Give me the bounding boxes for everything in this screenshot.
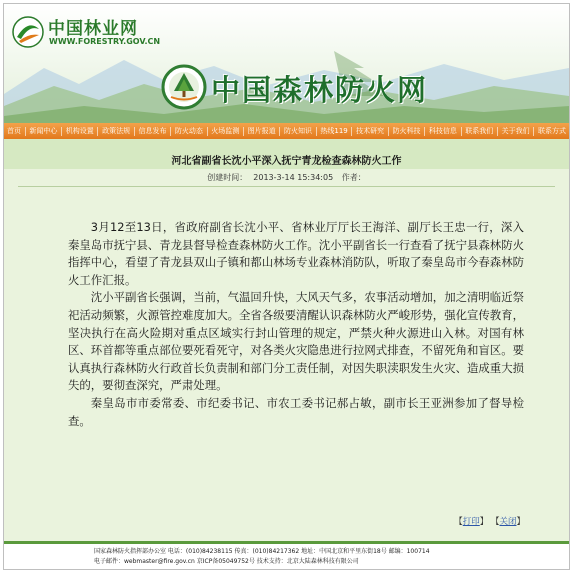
nav-separator: [243, 127, 244, 136]
nav-item[interactable]: 科技信息: [428, 127, 457, 135]
nav-item[interactable]: 政策法规: [102, 127, 131, 135]
article-title: 河北省副省长沈小平深入抚宁青龙检查森林防火工作: [171, 156, 402, 167]
site-name[interactable]: 中国林业网: [48, 19, 138, 39]
nav-separator: [170, 127, 171, 136]
article-meta: [4, 172, 569, 183]
nav-item[interactable]: 联系方式: [538, 127, 566, 135]
nav-separator: [388, 127, 389, 136]
nav-separator: [97, 127, 98, 136]
nav-item[interactable]: 联系我们: [465, 127, 494, 135]
nav-separator: [61, 127, 62, 136]
site-footer: [4, 541, 569, 570]
article-actions: 【打印】 【关闭】: [454, 517, 525, 527]
nav-separator: [424, 127, 425, 136]
nav-item[interactable]: 首页: [7, 127, 21, 135]
nav-item[interactable]: 火场监测: [211, 127, 240, 135]
article-paragraph: 秦皇岛市市委常委、市纪委书记、市农工委书记郝占敏，副市长王亚洲参加了督导检查。: [68, 395, 524, 428]
nav-separator: [497, 127, 498, 136]
nav-separator: [461, 127, 462, 136]
article-body: [68, 219, 524, 430]
nav-item[interactable]: 技术研究: [356, 127, 385, 135]
nav-item[interactable]: 热线119: [320, 127, 348, 135]
page-frame: [3, 3, 570, 570]
nav-item[interactable]: 防火动态: [174, 127, 203, 135]
nav-item[interactable]: 关于我们: [501, 127, 530, 135]
forestry-logo-icon: [11, 15, 45, 49]
fire-prevention-emblem-icon: [161, 64, 207, 110]
site-url[interactable]: WWW.FORESTRY.GOV.CN: [49, 37, 161, 46]
close-link[interactable]: 关闭: [499, 517, 517, 527]
meta-divider: [18, 186, 555, 187]
nav-item[interactable]: 图片报道: [247, 127, 276, 135]
nav-separator: [533, 127, 534, 136]
banner-title: 中国森林防火网: [211, 73, 429, 107]
nav-separator: [134, 127, 135, 136]
nav-separator: [279, 127, 280, 136]
nav-item[interactable]: 防火科技: [392, 127, 421, 135]
nav-separator: [25, 127, 26, 136]
main-nav: [4, 123, 569, 139]
footer-contact-line: 国家森林防火指挥部办公室 电话：(010)84238115 传真：(010)84217362 地址：中国北京和平里东街18号 邮编：100714: [94, 548, 430, 555]
article-panel: [4, 139, 569, 541]
nav-item[interactable]: 信息发布: [138, 127, 167, 135]
nav-item[interactable]: 防火知识: [284, 127, 312, 135]
site-header: [4, 4, 569, 123]
print-link[interactable]: 打印: [462, 517, 480, 527]
author-label: 作者：: [341, 173, 366, 182]
nav-separator: [207, 127, 208, 136]
article-paragraph: 3月12至13日，省政府副省长沈小平、省林业厅厅长王海洋、副厅长王忠一行，深入秦皇岛市抚宁县、青龙县督导检查森林防火工作。沈小平副省长一行查看了抚宁县森林防火指挥中心，看望了青龙县双山子镇和都山林场专业森林消防队，听取了秦皇岛市今春森林防火工作汇报。: [68, 220, 524, 287]
nav-separator: [316, 127, 317, 136]
nav-item[interactable]: 机构设置: [65, 127, 94, 135]
article-paragraph: 沈小平副省长强调，当前，气温回升快，大风天气多，农事活动增加，加之清明临近祭祀活动频繁，火源管控难度加大。全省各级要清醒认识森林防火严峻形势，强化宣传教育，坚决执行在高火险期对重点区域实行封山管理的规定，严禁火种火源进山入林。对国有林区、环首都等重点部位要死看死守，对各类火灾隐患进行拉网式排查，不留死角和盲区。要认真执行森林防火行政首长负责制和部门分工责任制，对因失职渎职发生火灾、造成重大损失的，要彻查深究，严肃处理。: [68, 290, 524, 393]
created-value: 2013-3-14 15:34:05: [253, 173, 334, 182]
nav-item[interactable]: 新闻中心: [29, 127, 58, 135]
created-label: 创建时间：: [207, 173, 248, 182]
nav-separator: [351, 127, 352, 136]
footer-icp-line: 电子邮件：webmaster@fire.gov.cn 京ICP备05049752号 技术支持：北京大陆森林科技有限公司: [94, 558, 359, 565]
